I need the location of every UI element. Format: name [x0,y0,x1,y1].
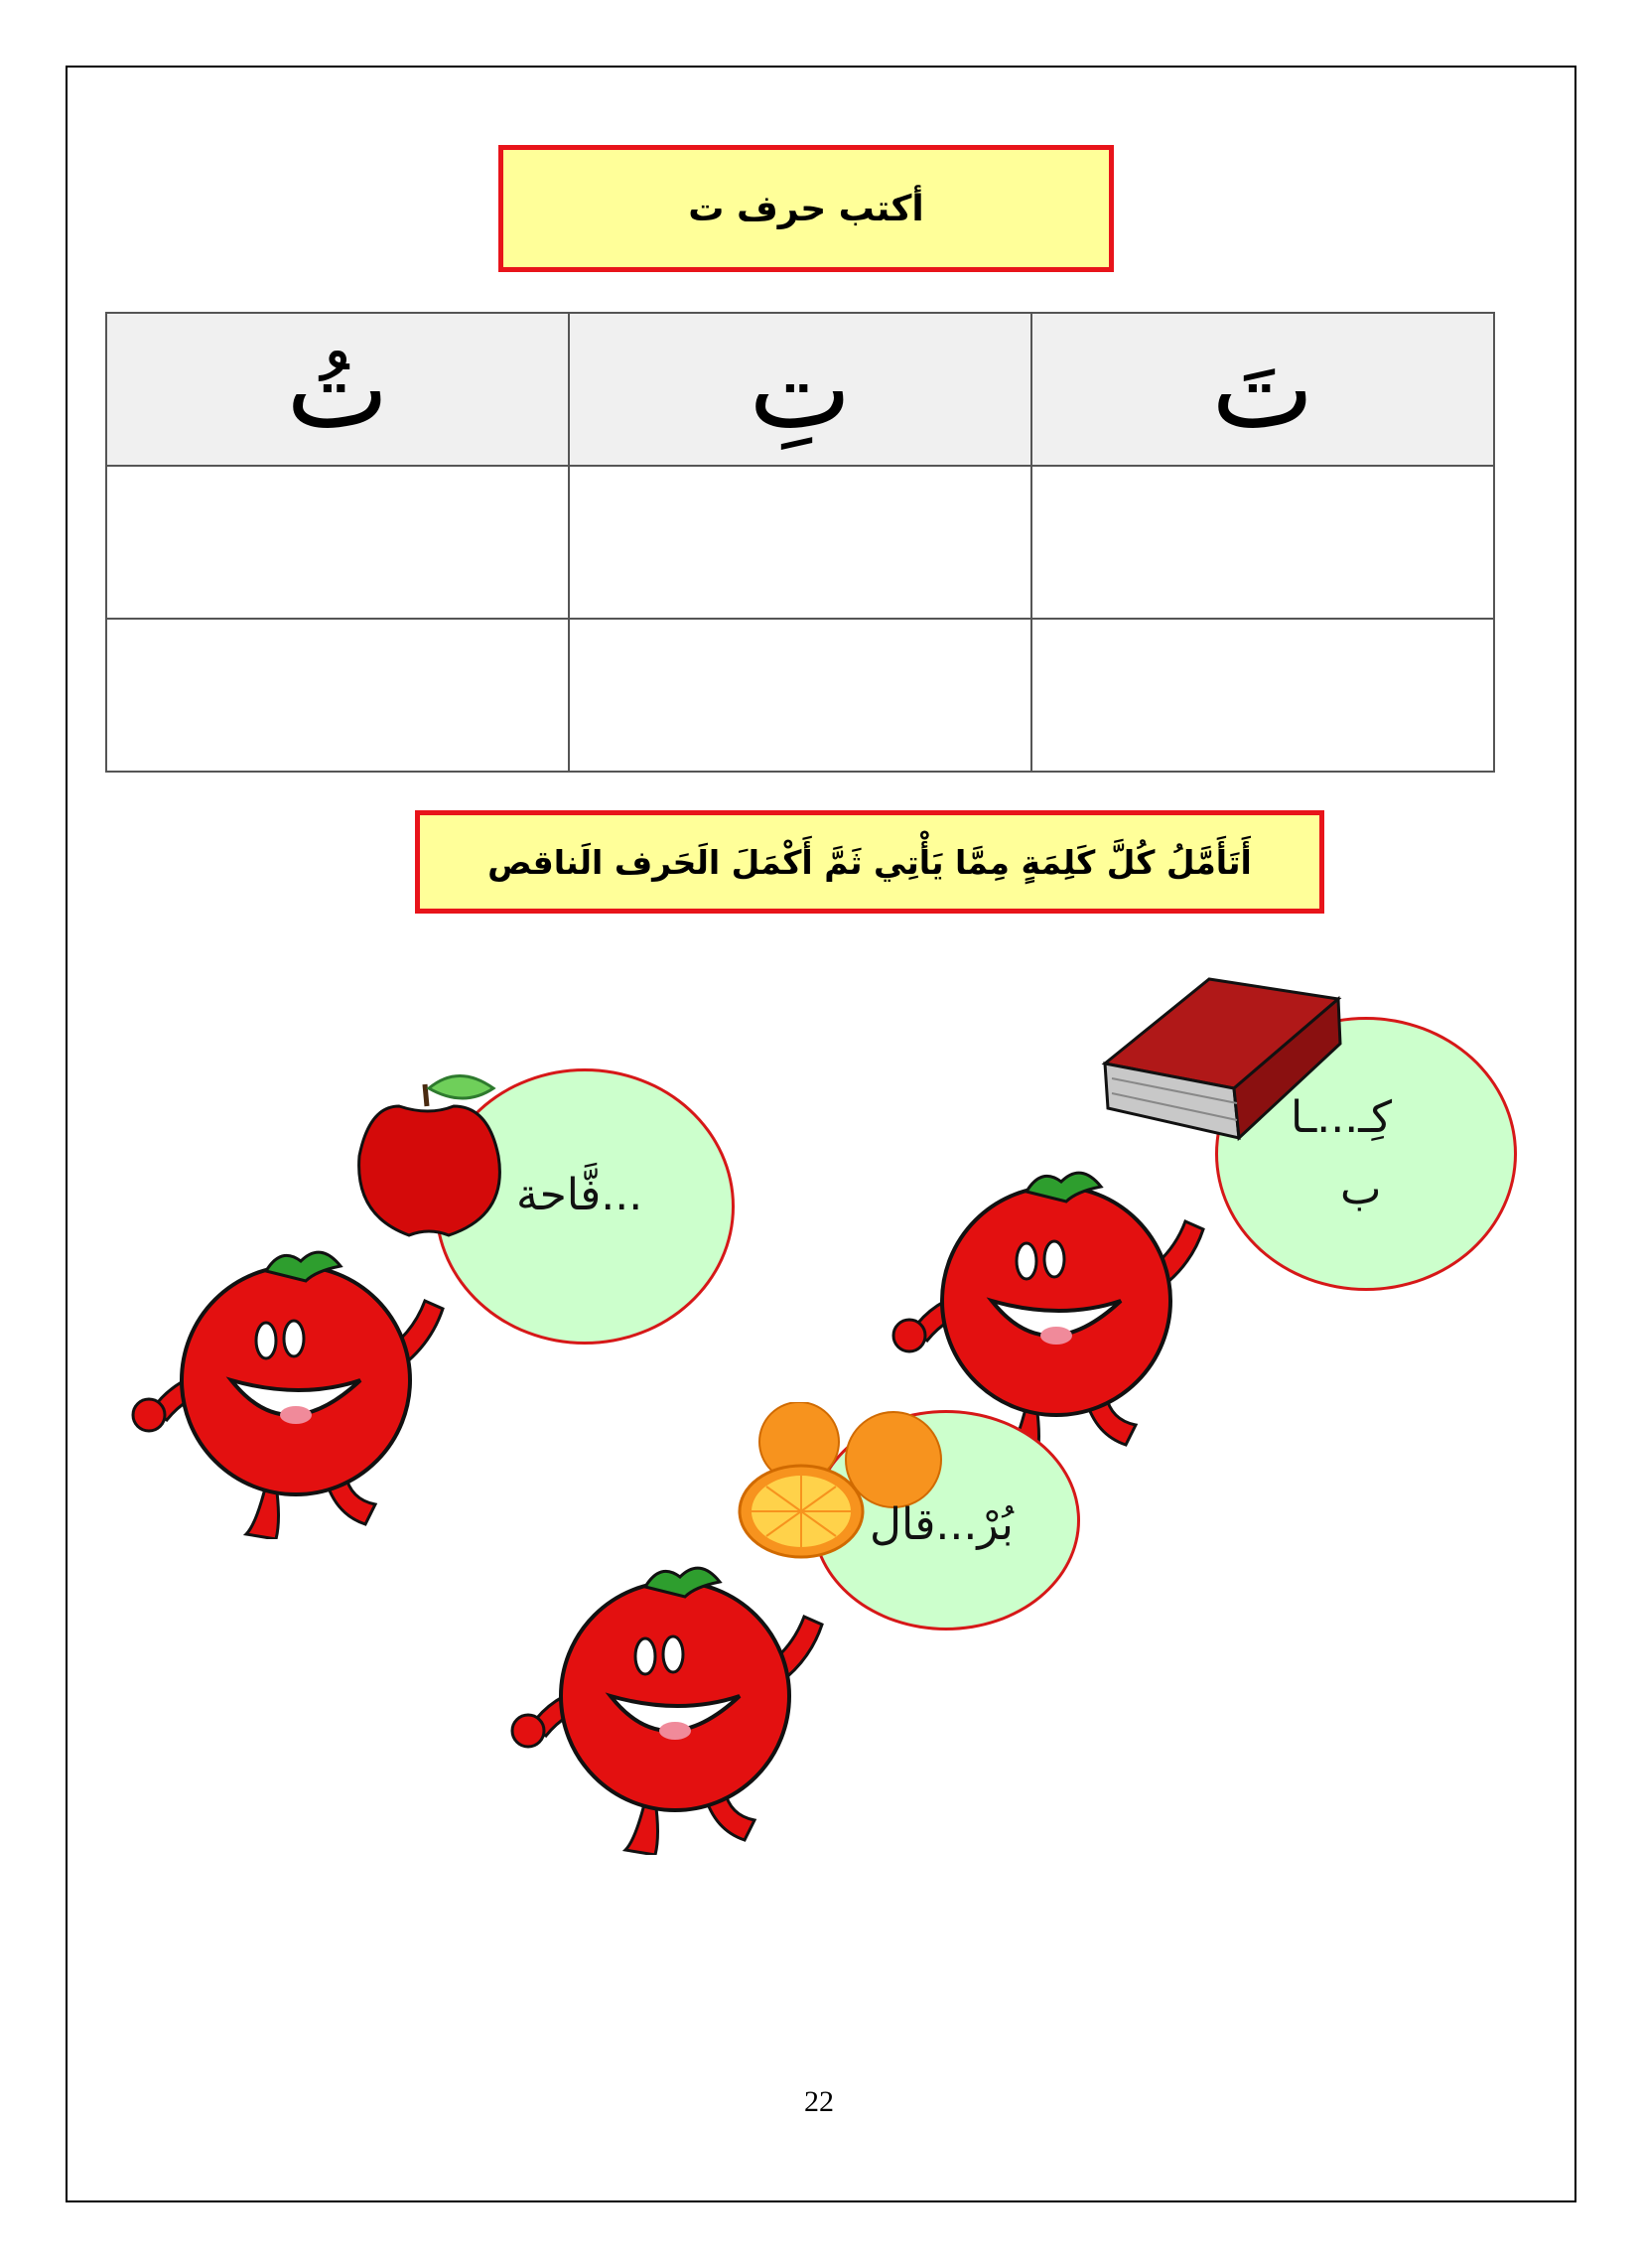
instruction-box: أَتَأَمَّلُ كُلَّ كَلِمَةٍ مِمَّا يَأْتِي ثَمَّ أَكْمَلَ الَحَرف الَناقص [415,810,1324,914]
writing-cell[interactable] [569,619,1031,772]
tomato-character-icon [496,1537,854,1855]
writing-cell[interactable] [1031,619,1494,772]
letters-header-row [106,313,1494,466]
word-apple: ...فَّاحة [516,1170,643,1220]
writing-row [106,466,1494,619]
writing-cell[interactable] [106,466,569,619]
word-orange: بُرْ...قال [870,1499,1014,1550]
writing-cell[interactable] [1031,466,1494,619]
tomato-character-icon [117,1221,475,1539]
word-book-line1: كِـ...ـا [1291,1092,1393,1143]
letter-cell-damma: تُ [106,313,569,466]
writing-row [106,619,1494,772]
writing-cell[interactable] [106,619,569,772]
apple-icon [349,1066,508,1245]
writing-cell[interactable] [569,466,1031,619]
letter-cell-fatha: تَ [1031,313,1494,466]
letters-table [105,312,1495,773]
word-book-line2: ب [1340,1164,1382,1214]
page-title: أكتب حرف ت [498,145,1114,272]
letter-cell-kasra: تِ [569,313,1031,466]
page-number: 22 [804,2085,834,2118]
